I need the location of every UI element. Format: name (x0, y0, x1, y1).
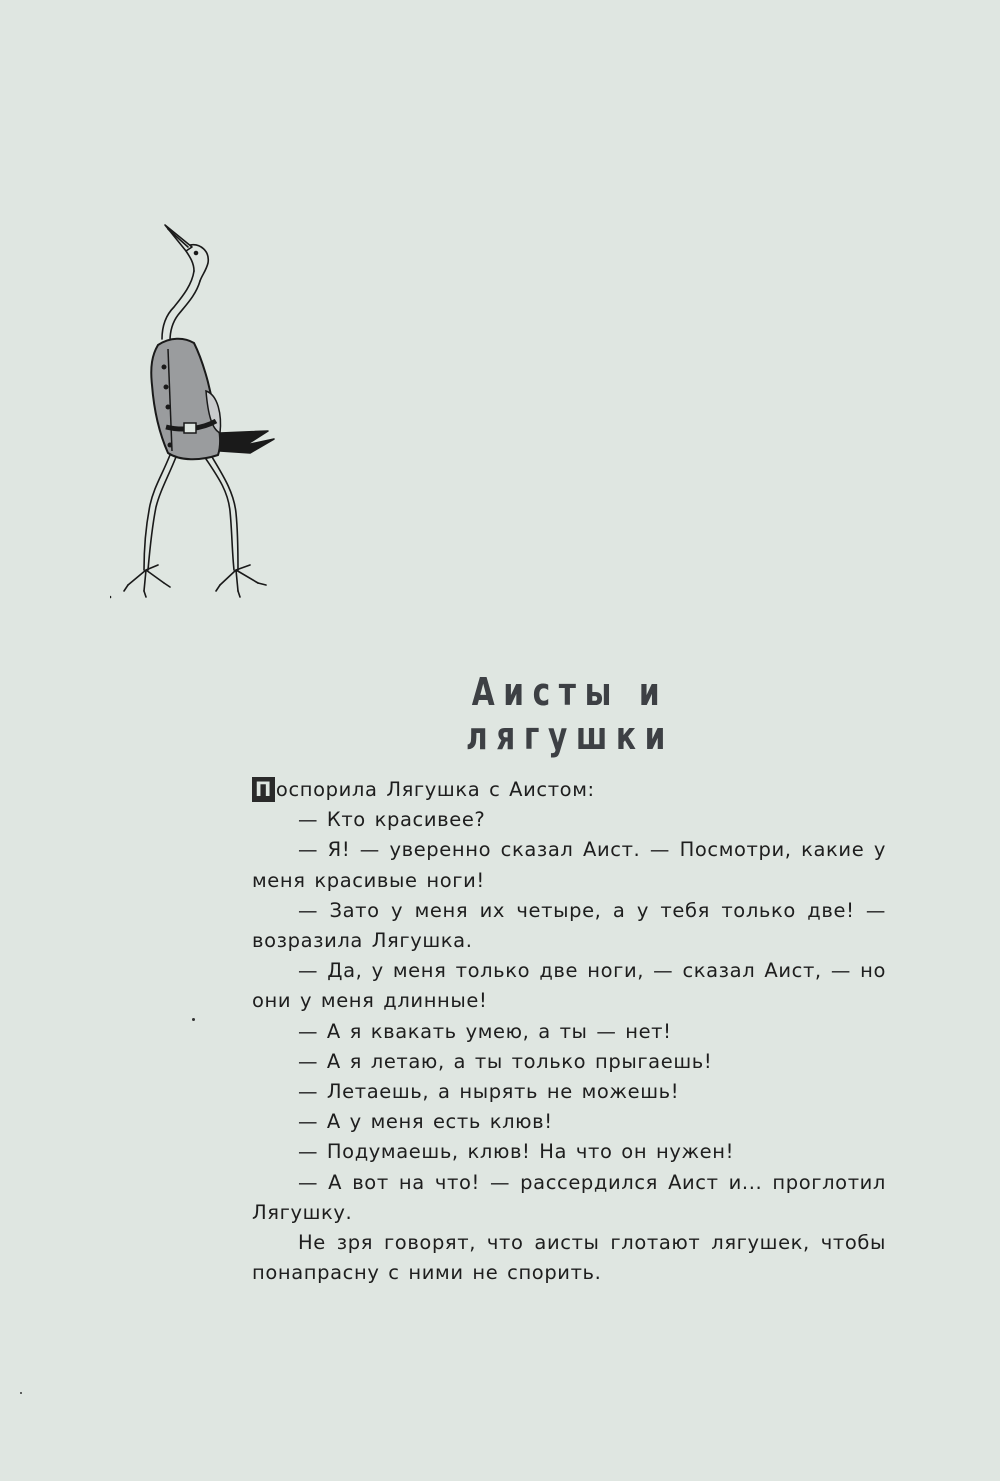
story-title: Аисты и лягушки (466, 670, 674, 758)
drop-cap-letter: П (252, 777, 275, 802)
story-text (252, 775, 886, 1288)
story-paragraph: — Летаешь, а нырять не можешь! (298, 1080, 680, 1104)
paper-speck (20, 1392, 22, 1394)
story-paragraph: — Я! — уверенно сказал Аист. — Посмотри, какие у меня красивые ноги! (252, 838, 886, 892)
story-paragraph: — Подумаешь, клюв! На что он нужен! (298, 1140, 734, 1164)
story-paragraph: — Зато у меня их четыре, а у тебя только две! — возразила Лягушка. (252, 898, 886, 953)
story-paragraph: — А у меня есть клюв! (298, 1110, 553, 1134)
story-paragraph: — А вот на что! — рассердился Аист и... проглотил Лягушку. (252, 1170, 886, 1224)
stork-illustration (110, 215, 285, 610)
story-paragraph: — Кто красивее? (298, 808, 486, 832)
paper-speck (192, 1018, 195, 1021)
story-paragraph: — А я летаю, а ты только прыгаешь! (298, 1049, 713, 1073)
story-opening-paragraph (252, 775, 886, 805)
story-closing-paragraph: Не зря говорят, что аисты глотают лягушек, чтобы понапрасну с ними не спорить. (252, 1231, 886, 1285)
story-paragraph: — Да, у меня только две ноги, — сказал Аист, — но они у меня длинные! (252, 959, 886, 1013)
story-paragraph: — А я квакать умею, а ты — нет! (298, 1019, 672, 1043)
story-opening-text: оспорила Лягушка с Аистом: (275, 778, 595, 801)
